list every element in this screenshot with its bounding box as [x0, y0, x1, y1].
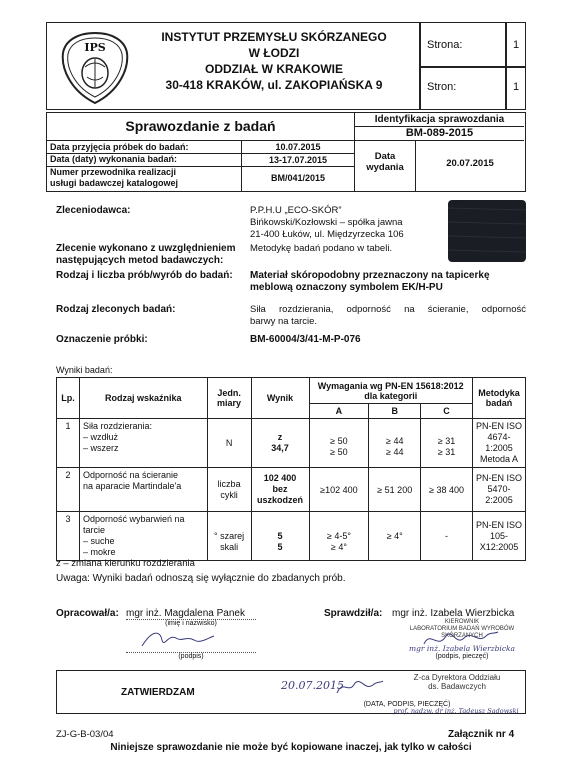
col-header-cat-b: B	[369, 404, 421, 419]
cell-indicator	[79, 512, 207, 561]
issue-label-line-1: Data	[374, 151, 396, 162]
result-line: uszkodzeń	[257, 495, 304, 505]
req-line: ≥ 50	[330, 436, 348, 446]
result-line: 5	[277, 542, 283, 552]
cell-cat-b: ≥ 51 200	[369, 468, 421, 512]
req-line: ≥ 44	[386, 447, 404, 457]
cell-cat-b	[369, 419, 421, 468]
indicator-line: – wszerz	[82, 443, 119, 453]
req-line: ≥ 4°	[330, 542, 347, 552]
method-line: PN-EN ISO	[475, 421, 522, 431]
stamp-line: ds. Badawczych	[428, 682, 486, 691]
stamp-line: LABORATORIUM BADAŃ WYROBÓW SKÓRZANYCH	[409, 626, 515, 639]
indicator-line: Odporność wybarwień na	[82, 514, 185, 524]
copy-notice: Niniejsze sprawozdanie nie może być kopiowane inaczej, jak tylko w całości	[110, 742, 472, 753]
col-header-lp: Lp.	[57, 378, 80, 419]
cell-unit: N	[207, 419, 251, 468]
col-header-result: Wynik	[251, 378, 309, 419]
cell-lp: 1	[57, 419, 80, 468]
institute-logo	[55, 29, 135, 107]
order-label-line-1: Numer przewodnika realizacji	[50, 167, 177, 177]
approval-box	[56, 670, 526, 714]
col-header-indicator: Rodzaj wskaźnika	[79, 378, 207, 419]
result-line: bez	[272, 484, 288, 494]
stamp-line: KIEROWNIK	[444, 619, 480, 625]
test-dates-value: 13-17.07.2015	[241, 154, 355, 167]
table-row	[57, 512, 526, 561]
cell-cat-b	[369, 512, 421, 561]
cell-unit	[207, 512, 251, 561]
req-header-line-1: Wymagania wg PN-EN 15618:2012	[317, 380, 464, 391]
results-note: Uwaga: Wyniki badań odnoszą się wyłącznie do zbadanych prób.	[56, 573, 346, 584]
client-info	[250, 205, 404, 241]
page-value: 1	[513, 39, 520, 51]
col-header-cat-a: A	[309, 404, 369, 419]
methods-value: Metodykę badań podano w tabeli.	[250, 243, 393, 254]
methods-label-line-1: Zlecenie wykonano z uwzględnieniem	[56, 243, 236, 254]
sample-received-label: Data przyjęcia próbek do badań:	[50, 142, 189, 152]
indicator-line: – suche	[82, 536, 115, 546]
result-line: 102 400	[263, 473, 297, 483]
institute-line-1: INSTYTUT PRZEMYSŁU SKÓRZANEGO	[161, 30, 387, 44]
cell-indicator	[79, 468, 207, 512]
issue-label	[355, 151, 415, 173]
indicator-line: – wzdłuż	[82, 432, 118, 442]
approved-date: 20.07.2015	[281, 679, 344, 692]
client-line-1: P.P.H.U „ECO-SKÓR”	[250, 205, 342, 216]
stamp-line: Z-ca Dyrektora Oddziału	[413, 673, 501, 682]
cell-cat-c: ≥ 38 400	[421, 468, 473, 512]
report-id-label: Identyfikacja sprawozdania	[355, 113, 524, 127]
results-table	[56, 377, 526, 561]
pages-value: 1	[513, 81, 520, 93]
col-header-method	[472, 378, 525, 419]
report-id-value: BM-089-2015	[355, 127, 524, 141]
result-line: 34,7	[271, 443, 289, 453]
req-line: ≥ 4°	[386, 531, 403, 541]
method-line: 5470-2:2005	[485, 484, 513, 505]
method-line: Metoda A	[479, 454, 518, 464]
sample-type-line-2: meblową oznaczony symbolem EK/H-PU	[250, 282, 443, 293]
approved-label: ZATWIERDZAM	[121, 687, 195, 698]
test-dates-label: Data (daty) wykonania badań:	[50, 154, 178, 164]
prepared-sign-hint: (podpis)	[178, 653, 204, 660]
approved-hint: (DATA, PODPIS, PIECZĘĆ)	[363, 701, 451, 708]
method-line: PN-EN ISO	[475, 519, 522, 530]
req-line: ≥ 31	[437, 447, 456, 457]
cell-cat-c	[421, 419, 473, 468]
results-caption: Wyniki badań:	[56, 365, 113, 375]
req-header-line-2: dla kategorii	[364, 390, 418, 401]
cell-cat-a	[309, 419, 369, 468]
order-label-line-2: usługi badawczej katalogowej	[50, 178, 179, 188]
sample-type-line-1: Materiał skóropodobny przeznaczony na tapicerkę	[250, 270, 490, 281]
col-header-requirements	[309, 378, 472, 404]
req-line: ≥ 44	[386, 436, 404, 446]
issue-value: 20.07.2015	[446, 158, 494, 169]
results-footnote: z – zmiana kierunku rozdzierania	[56, 558, 195, 569]
methods-label-line-2: następujących metod badawczych:	[56, 255, 224, 266]
indicator-line: Siła rozdzierania:	[82, 421, 153, 431]
divider	[419, 66, 525, 68]
institute-name	[139, 29, 409, 93]
req-line: ≥ 4-5°	[326, 531, 351, 541]
cell-result	[251, 468, 309, 512]
sample-id-value: BM-60004/3/41-M-P-076	[250, 334, 361, 345]
approved-stamp-name: prof. nadzw. dr inż. Tadeusz Sadowski	[393, 707, 519, 715]
institute-line-3: ODDZIAŁ W KRAKOWIE	[205, 62, 343, 76]
methods-label	[56, 243, 235, 267]
approved-signature	[335, 675, 385, 702]
pages-label: Stron:	[427, 81, 457, 93]
indicator-line: – mokre	[82, 547, 116, 557]
form-code: ZJ-G-B-03/04	[56, 729, 114, 740]
prepared-name: mgr inż. Magdalena Panek	[126, 608, 245, 619]
order-value: BM/041/2015	[241, 167, 355, 191]
issue-label-line-2: wydania	[366, 162, 404, 173]
logo-text: IPS	[84, 41, 106, 54]
result-line: 5	[277, 531, 283, 541]
sample-type-value	[250, 270, 490, 294]
col-header-cat-c: C	[421, 404, 473, 419]
report-title: Sprawozdanie z badań	[47, 113, 355, 141]
req-line: ≥ 31	[437, 436, 456, 446]
unit-line: ° szarej	[214, 531, 245, 541]
client-line-2: Bińkowski/Kozłowski – spółka jawna	[250, 217, 403, 228]
cell-method	[472, 419, 525, 468]
unit-line: liczba	[217, 478, 241, 489]
order-label	[50, 167, 240, 189]
req-line: ≥ 50	[330, 447, 348, 457]
checked-label: Sprawdził/a:	[324, 608, 383, 619]
cell-lp: 3	[57, 512, 80, 561]
cell-cat-a	[309, 512, 369, 561]
method-line: 105-X12:2005	[479, 530, 519, 552]
table-row	[57, 468, 526, 512]
tests-value	[250, 304, 526, 328]
cell-unit	[207, 468, 251, 512]
unit-header-line-2: miary	[217, 398, 242, 408]
attachment-label: Załącznik nr 4	[448, 729, 515, 740]
checked-name: mgr inż. Izabela Wierzbicka	[392, 608, 515, 619]
cell-lp: 2	[57, 468, 80, 512]
col-header-unit	[207, 378, 251, 419]
report-meta	[46, 112, 526, 192]
institute-line-2: W ŁODZI	[248, 46, 300, 60]
unit-line: skali	[220, 542, 239, 552]
client-label: Zleceniodawca:	[56, 205, 131, 216]
sample-id-label: Oznaczenie próbki:	[56, 334, 148, 345]
checked-stamp-name: mgr inż. Izabela Wierzbicka	[408, 644, 516, 653]
method-header-line-1: Metodyka	[478, 388, 520, 398]
cell-method	[472, 468, 525, 512]
sample-type-label: Rodzaj i liczba prób/wyrób do badań:	[56, 270, 233, 281]
cell-result	[251, 512, 309, 561]
indicator-line: Odporność na ścieranie	[82, 470, 179, 480]
institute-line-4: 30-418 KRAKÓW, ul. ZAKOPIAŃSKA 9	[165, 78, 383, 92]
cell-cat-a: ≥102 400	[309, 468, 369, 512]
tests-label: Rodzaj zleconych badań:	[56, 304, 176, 315]
method-header-line-2: badań	[485, 398, 513, 408]
tests-line-2: barwy na tarcie.	[250, 316, 318, 327]
result-line: z	[277, 432, 283, 442]
client-line-3: 21-400 Łuków, ul. Międzyrzecka 106	[250, 229, 404, 240]
sample-photo	[448, 200, 526, 262]
method-line: 4674-1:2005	[485, 432, 513, 453]
prepared-hint: (imię i nazwisko)	[165, 620, 217, 627]
table-row	[57, 419, 526, 468]
method-line: PN-EN ISO	[475, 473, 522, 483]
cell-result	[251, 419, 309, 468]
unit-line: cykli	[220, 489, 238, 500]
unit-header-line-1: Jedn.	[217, 388, 241, 398]
checked-hint: (podpis, pieczęć)	[435, 653, 489, 660]
cell-method	[472, 512, 525, 561]
approved-stamp	[387, 673, 527, 691]
prepared-label: Opracował/a:	[56, 608, 119, 619]
header-block	[46, 22, 526, 110]
page-label: Strona:	[427, 39, 463, 51]
tests-line-1: Siła rozdzierania, odporność na ścieranie, odporność	[250, 304, 526, 315]
sample-received-value: 10.07.2015	[241, 141, 355, 154]
indicator-line: tarcie	[82, 525, 105, 535]
table-header-row	[57, 378, 526, 404]
cell-cat-c: -	[421, 512, 473, 561]
indicator-line: na aparacie Martindale'a	[82, 481, 182, 491]
cell-indicator	[79, 419, 207, 468]
